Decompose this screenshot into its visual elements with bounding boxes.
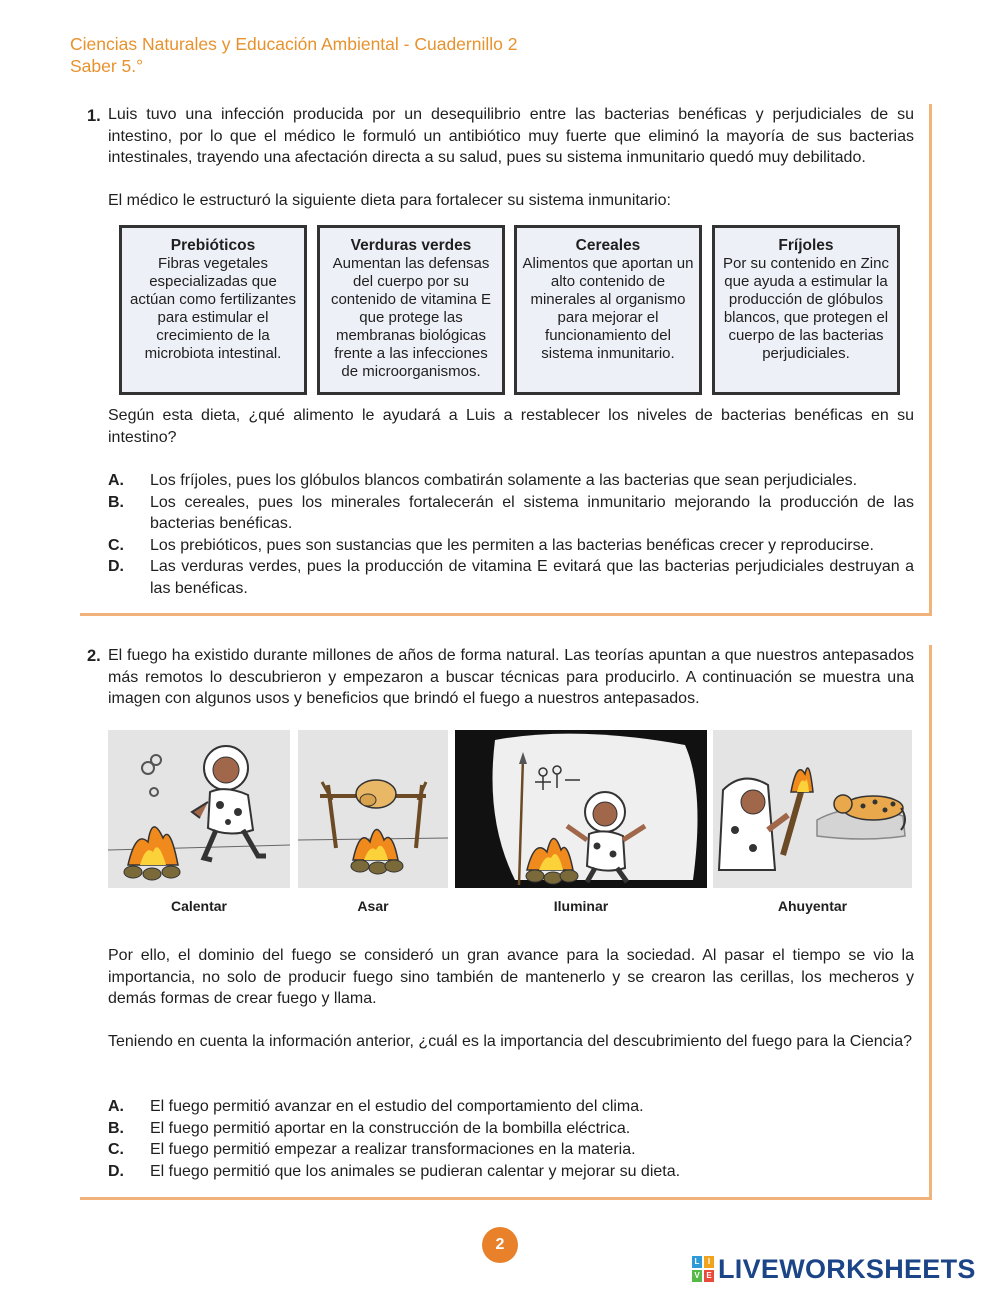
diet-intro: El médico le estructuró la siguiente dieta para fortalecer su sistema inmunitario:: [108, 192, 671, 209]
smoke-icon: [142, 755, 161, 796]
question-number: 1.: [87, 107, 101, 125]
page-header: [70, 33, 517, 77]
header-subtitle: Saber 5.°: [70, 56, 144, 76]
diet-box-cereales: [514, 225, 702, 395]
option-letter: B.: [108, 493, 124, 511]
option-text: El fuego permitió avanzar en el estudio del comportamiento del clima.: [150, 1098, 644, 1115]
diet-title: Cereales: [575, 237, 641, 254]
option-a[interactable]: [108, 1096, 914, 1118]
caption-asar: Asar: [357, 898, 389, 914]
diet-box-verduras: [317, 225, 505, 395]
diet-title: Fríjoles: [778, 237, 834, 254]
diet-text: Aumentan las defensas del cuerpo por su contenido de vitamina E que protege las membranas biológicas frente a las infecciones de microorganismos.: [330, 255, 492, 380]
brand-grid-icon: L I V E: [692, 1256, 714, 1282]
jaguar-figure: [817, 795, 905, 839]
brand-name: LIVEWORKSHEETS: [718, 1253, 976, 1284]
option-b[interactable]: [108, 492, 914, 535]
diet-box-frijoles: [712, 225, 900, 395]
option-b[interactable]: [108, 1118, 914, 1140]
option-letter: D.: [108, 558, 124, 575]
option-a[interactable]: [108, 470, 914, 492]
question-text: Según esta dieta, ¿qué alimento le ayudará a Luis a restablecer los niveles de bacterias benéficas en su intestino?: [108, 407, 914, 446]
fire-icon: [351, 829, 403, 874]
image-asar: [298, 730, 448, 888]
diet-box-prebioticos: [119, 225, 307, 395]
option-d[interactable]: [108, 556, 914, 599]
liveworksheets-logo: [692, 1252, 976, 1286]
caption-ahuyentar: Ahuyentar: [777, 898, 848, 914]
option-letter: A.: [108, 472, 124, 489]
option-text: Las verduras verdes, pues la producción de vitamina E evitará que las bacterias perjudiciales destruyan a las benéficas.: [150, 558, 914, 597]
image-ahuyentar: [713, 730, 912, 888]
question-2: [80, 645, 932, 1200]
diet-text: Por su contenido en Zinc que ayuda a estimular la producción de glóbulos blancos, que protegen el cuerpo de las bacterias perjudiciales.: [723, 255, 889, 362]
image-iluminar: [455, 730, 707, 888]
question-text: Teniendo en cuenta la información anterior, ¿cuál es la importancia del descubrimiento del fuego para la Ciencia?: [108, 1033, 913, 1050]
diet-text: Alimentos que aportan un alto contenido de minerales al organismo para mejorar el funcionamiento del sistema inmunitario.: [522, 255, 694, 362]
option-text: Los prebióticos, pues son sustancias que les permiten a las bacterias benéficas crecer y reproducirse.: [150, 536, 874, 554]
diet-text: Fibras vegetales especializadas que actúan como fertilizantes para estimular el crecimiento de la microbiota intestinal.: [130, 255, 296, 362]
option-c[interactable]: [108, 535, 914, 557]
image-calentar: [108, 730, 290, 888]
option-text: Los cereales, pues los minerales fortalecerán el sistema inmunitario mejorando la producción de las bacterias benéficas.: [150, 493, 914, 532]
diet-title: Verduras verdes: [350, 237, 472, 254]
page-number: 2: [482, 1227, 518, 1263]
answer-options: [108, 470, 914, 599]
option-c[interactable]: [108, 1139, 914, 1161]
caveman-figure: [192, 746, 266, 860]
question-1: [80, 104, 932, 616]
question-intro: El fuego ha existido durante millones de años de forma natural. Las teorías apuntan a que nuestros antepasados más remotos lo descubrieron y empezaron a buscar técnicas para producirlo. A continuación se muestra una imagen con algunos usos y beneficios que brindó el fuego a nuestros antepasados.: [108, 647, 914, 707]
option-text: El fuego permitió que los animales se pudieran calentar y mejorar su dieta.: [150, 1162, 681, 1180]
caption-calentar: Calentar: [170, 898, 228, 914]
torch-icon: [783, 768, 813, 855]
answer-options: [108, 1096, 914, 1182]
diet-title: Prebióticos: [170, 237, 256, 254]
option-text: El fuego permitió empezar a realizar transformaciones en la materia.: [150, 1141, 636, 1158]
option-text: El fuego permitió aportar en la construcción de la bombilla eléctrica.: [150, 1119, 631, 1137]
question-number: 2.: [87, 647, 101, 665]
context-paragraph: Por ello, el dominio del fuego se consideró un gran avance para la sociedad. Al pasar el tiempo se vio la importancia, no solo de producir fuego sino también de mantenerlo y se crearon las cerillas, los mecheros y demás formas de crear fuego y llama.: [108, 947, 914, 1007]
option-letter: A.: [108, 1098, 124, 1115]
option-letter: C.: [108, 536, 124, 554]
option-letter: D.: [108, 1162, 124, 1180]
header-title: Ciencias Naturales y Educación Ambiental - Cuadernillo 2: [70, 34, 518, 54]
option-letter: C.: [108, 1141, 124, 1158]
caveman-figure: [719, 779, 788, 870]
fire-icon: [124, 827, 180, 880]
caption-iluminar: Iluminar: [553, 898, 609, 914]
option-d[interactable]: [108, 1161, 914, 1183]
question-intro: Luis tuvo una infección producida por un desequilibrio entre las bacterias benéficas y perjudiciales de su intestino, por lo que el médico le formuló un antibiótico muy fuerte que eliminó la mayoría de sus bacterias intestinales, trayendo una afectación directa a su salud, pues su sistema inmunitario quedó muy debilitado.: [108, 106, 914, 166]
option-letter: B.: [108, 1119, 124, 1137]
option-text: Los fríjoles, pues los glóbulos blancos combatirán solamente a las bacterias que sean perjudiciales.: [150, 472, 858, 489]
